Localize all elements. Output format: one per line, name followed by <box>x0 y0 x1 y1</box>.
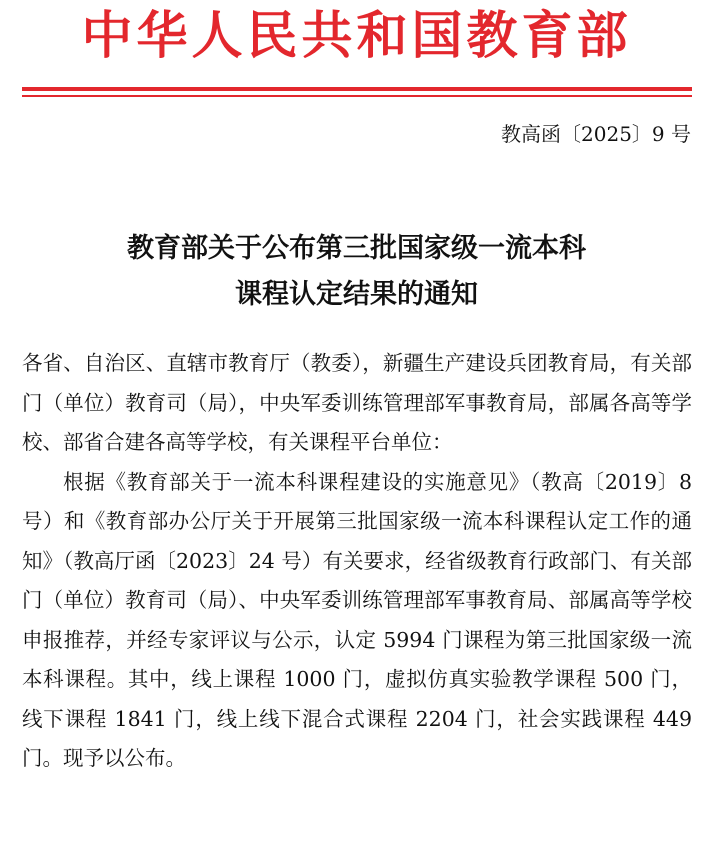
notice-title-line-2: 课程认定结果的通知 <box>235 279 478 310</box>
red-rule-thick <box>22 87 692 91</box>
paragraph-1: 根据《教育部关于一流本科课程建设的实施意见》（教高〔2019〕8 号）和《教育部办公厅关于开展第三批国家级一流本科课程认定工作的通知》（教高厅函〔2023〕24 号）有关要求，经省级教育行政部门、有关部门（单位）教育司（局）、中央军委训练管理部军事教育局、部属高等学校申报推荐，并经专家评议与公示，认定 5994 门课程为第三批国家级一流本科课程。其中，线上课程 1000 门，虚拟仿真实验教学课程 500 门，线下课程 1841 门，线上线下混合式课程 2204 门，社会实践课程 449 门。现予以公布。 <box>22 469 692 770</box>
notice-title-line-1: 教育部关于公布第三批国家级一流本科 <box>127 233 586 264</box>
masthead-title: 中华人民共和国教育部 <box>81 7 632 66</box>
notice-title <box>0 226 713 318</box>
red-rule-thin <box>22 95 692 97</box>
notice-body <box>22 344 692 779</box>
document-number: 教高函〔2025〕9 号 <box>501 122 691 146</box>
salutation: 各省、自治区、直辖市教育厅（教委），新疆生产建设兵团教育局，有关部门（单位）教育司（局），中央军委训练管理部军事教育局，部属各高等学校、部省合建各高等学校，有关课程平台单位： <box>22 351 692 454</box>
